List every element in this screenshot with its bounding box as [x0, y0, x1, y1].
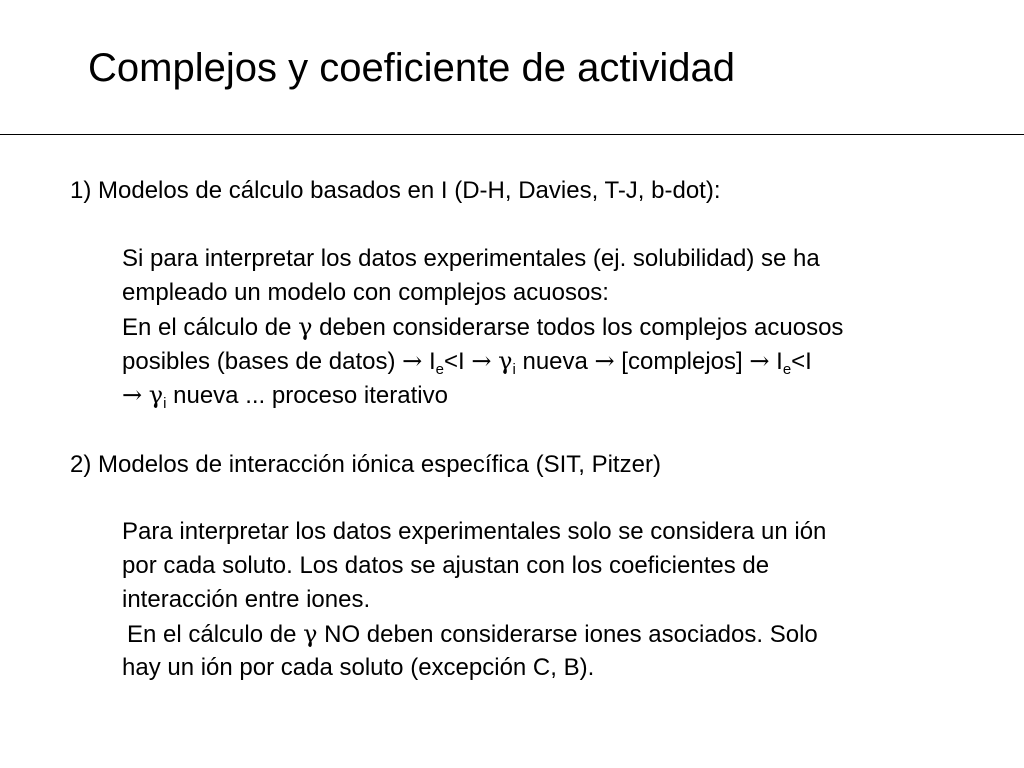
text-run: NO deben considerarse iones asociados. Solo: [317, 621, 818, 648]
section-2-paragraph-2-line-2: hay un ión por cada soluto (excepción C, B).: [122, 654, 595, 681]
section-2-heading: 2) Modelos de interacción iónica específica (SIT, Pitzer): [70, 451, 661, 478]
gamma-symbol: γ: [298, 313, 313, 341]
subscript-i: i: [163, 395, 167, 412]
gamma-symbol: γ: [148, 381, 164, 409]
section-1-paragraph-2-line-1: [122, 310, 843, 345]
arrow-icon: →: [749, 347, 770, 375]
text-run: I: [422, 348, 436, 375]
text-run: En el cálculo de: [127, 621, 304, 648]
arrow-icon: →: [471, 347, 492, 375]
section-1-heading: 1) Modelos de cálculo basados en I (D-H, Davies, T-J, b-dot):: [70, 177, 721, 204]
slide-title: Complejos y coeficiente de actividad: [88, 46, 736, 90]
text-run: [complejos]: [614, 348, 750, 375]
section-2-paragraph-1-line-3: interacción entre iones.: [122, 586, 371, 613]
text-run: posibles (bases de datos): [122, 348, 403, 375]
section-2-paragraph-2-line-1: [127, 617, 818, 652]
section-1-paragraph-2-line-3: [122, 378, 448, 413]
gamma-symbol: γ: [498, 347, 513, 375]
section-1-paragraph-1-line-2: empleado un modelo con complejos acuosos:: [122, 279, 609, 306]
text-run: deben considerarse todos los complejos acuosos: [312, 314, 844, 341]
title-divider: [0, 134, 1024, 135]
text-run: I: [769, 348, 783, 375]
section-1-paragraph-2-line-2: [122, 344, 812, 379]
arrow-icon: →: [594, 347, 615, 375]
arrow-icon: →: [402, 347, 423, 375]
subscript-i: i: [512, 361, 516, 378]
gamma-symbol: γ: [303, 620, 318, 648]
section-1-paragraph-1-line-1: Si para interpretar los datos experimentales (ej. solubilidad) se ha: [122, 245, 820, 272]
subscript-e: e: [435, 361, 444, 378]
section-2-paragraph-1-line-1: Para interpretar los datos experimentales solo se considera un ión: [122, 518, 827, 545]
section-2-paragraph-1-line-2: por cada soluto. Los datos se ajustan con los coeficientes de: [122, 552, 770, 579]
arrow-icon: →: [122, 381, 143, 409]
text-run: nueva: [515, 348, 595, 375]
text-run: nueva ... proceso iterativo: [166, 382, 448, 409]
text-run: En el cálculo de: [122, 314, 299, 341]
text-run: <I: [791, 348, 812, 375]
text-run: <I: [443, 348, 472, 375]
subscript-e: e: [782, 361, 792, 378]
